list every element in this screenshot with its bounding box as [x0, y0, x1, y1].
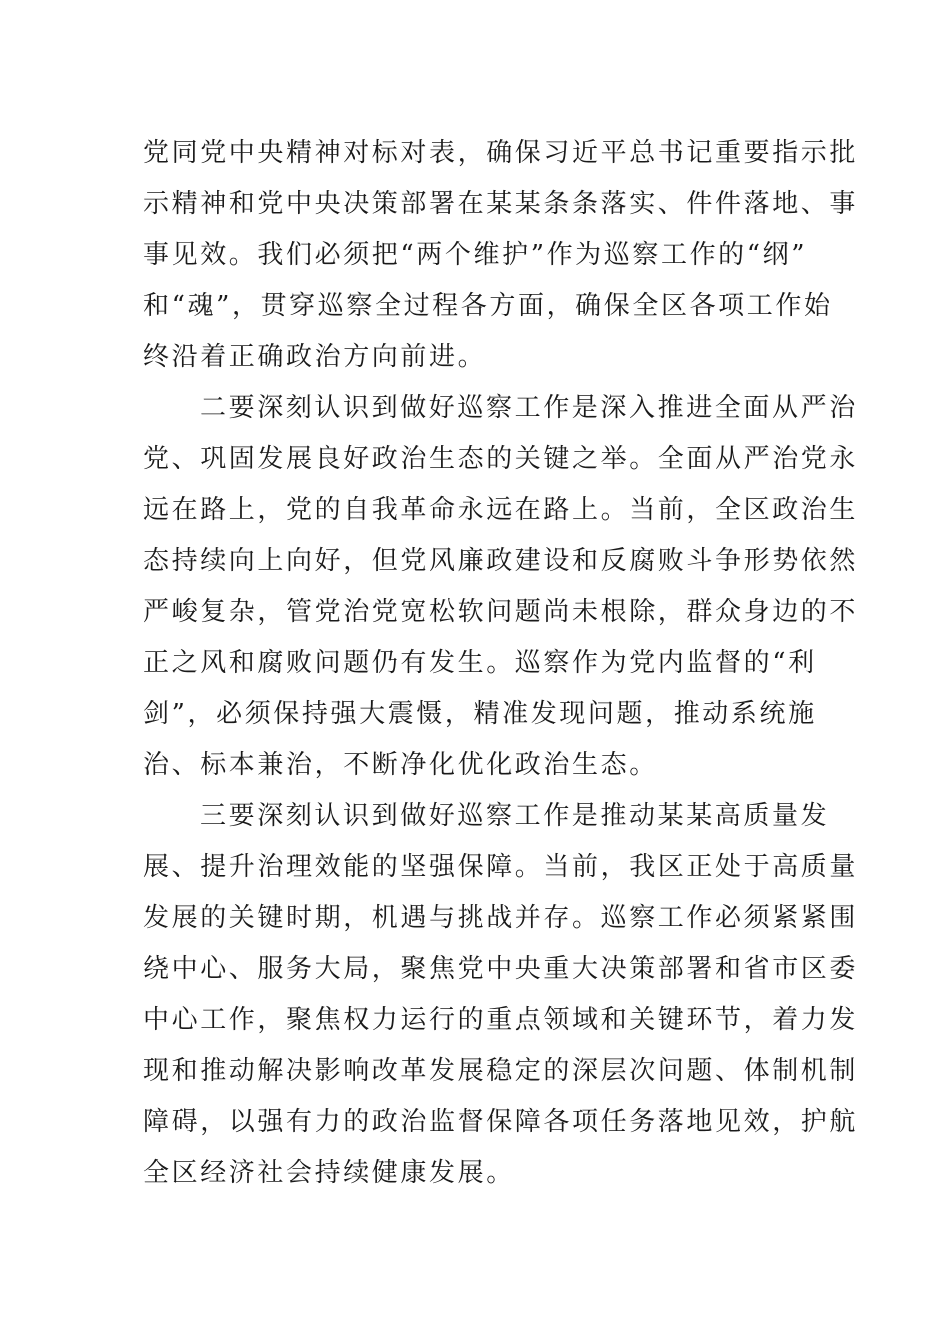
paragraph-3: [143, 791, 859, 1199]
paragraph-line: 发展的关键时期，机遇与挑战并存。巡察工作必须紧紧围: [143, 903, 859, 933]
paragraph-line: 事见效。我们必须把“两个维护”作为巡察工作的“纲”: [143, 240, 808, 270]
paragraph-line: 中心工作，聚焦权力运行的重点领域和关键环节，着力发: [143, 1005, 859, 1035]
paragraph-line: 终沿着正确政治方向前进。: [143, 342, 487, 372]
paragraph-line: 远在路上，党的自我革命永远在路上。当前，全区政治生: [143, 495, 859, 525]
paragraph-line: 党同党中央精神对标对表，确保习近平总书记重要指示批: [143, 138, 859, 168]
paragraph-line: 严峻复杂，管党治党宽松软问题尚未根除，群众身边的不: [143, 597, 859, 627]
paragraph-line: 示精神和党中央决策部署在某某条条落实、件件落地、事: [143, 189, 859, 219]
paragraph-line: 正之风和腐败问题仍有发生。巡察作为党内监督的“利: [143, 648, 817, 678]
paragraph-line: 展、提升治理效能的坚强保障。当前，我区正处于高质量: [143, 852, 859, 882]
paragraph-line: 全区经济社会持续健康发展。: [143, 1158, 515, 1188]
paragraph-line: 党、巩固发展良好政治生态的关键之举。全面从严治党永: [143, 444, 859, 474]
paragraph-line: 二要深刻认识到做好巡察工作是深入推进全面从严治: [200, 393, 858, 423]
paragraph-2: [143, 383, 859, 791]
paragraph-line: 三要深刻认识到做好巡察工作是推动某某高质量发: [200, 801, 830, 831]
paragraph-line: 现和推动解决影响改革发展稳定的深层次问题、体制机制: [143, 1056, 859, 1086]
paragraph-line: 治、标本兼治，不断净化优化政治生态。: [143, 750, 658, 780]
paragraph-line: 和“魂”，贯穿巡察全过程各方面，确保全区各项工作始: [143, 291, 833, 321]
paragraph-line: 态持续向上向好，但党风廉政建设和反腐败斗争形势依然: [143, 546, 859, 576]
paragraph-line: 绕中心、服务大局，聚焦党中央重大决策部署和省市区委: [143, 954, 859, 984]
paragraph-1: [143, 128, 859, 383]
paragraph-line: 剑”，必须保持强大震慑，精准发现问题，推动系统施: [143, 699, 817, 729]
paragraph-line: 障碍，以强有力的政治监督保障各项任务落地见效，护航: [143, 1107, 859, 1137]
